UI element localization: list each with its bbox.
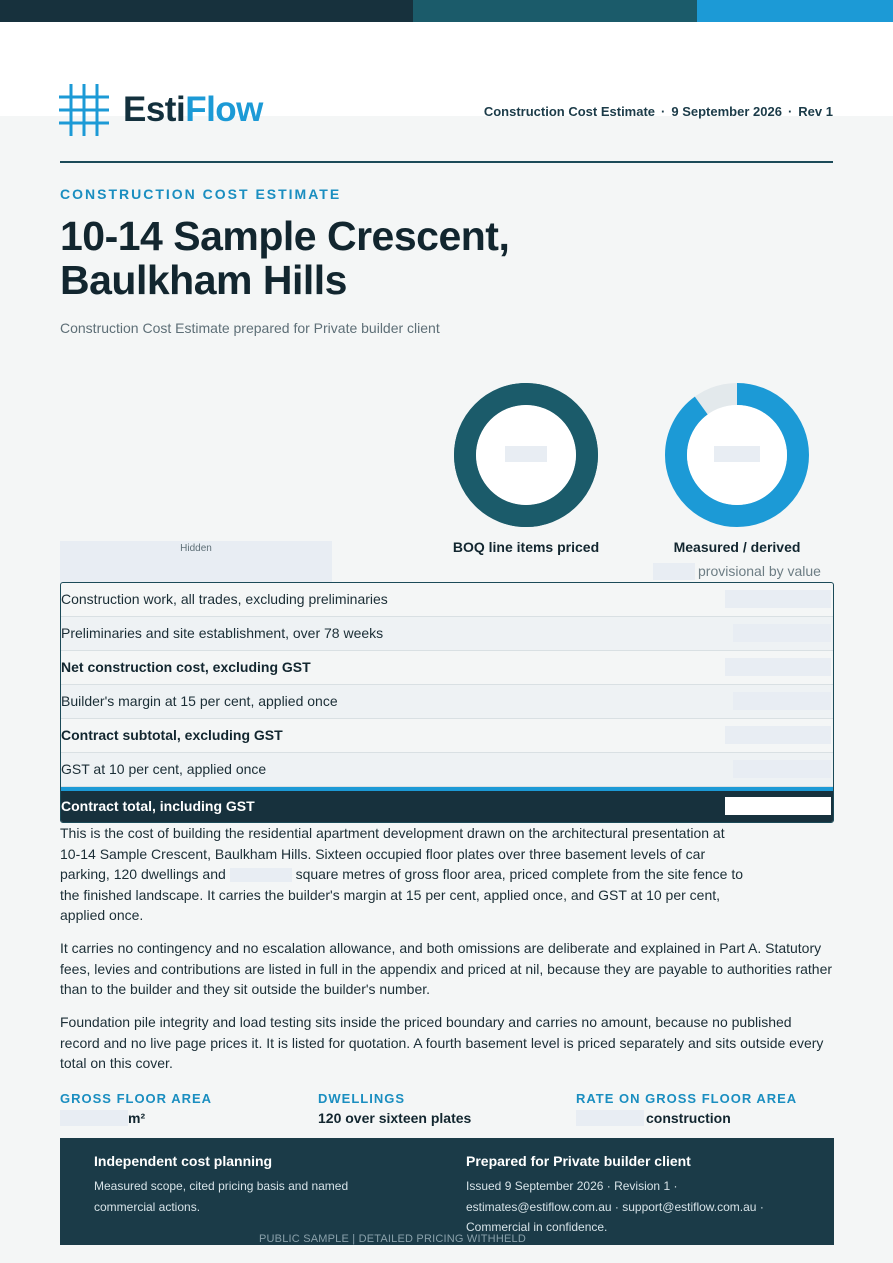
meta-separator: · bbox=[661, 104, 666, 119]
meta-doc-type: Construction Cost Estimate bbox=[483, 104, 656, 119]
row-value-redacted bbox=[725, 658, 831, 676]
text-line: Issued 9 September 2026 · Revision 1 · bbox=[466, 1179, 678, 1193]
row-label: Net construction cost, excluding GST bbox=[61, 659, 311, 675]
total-row bbox=[61, 787, 833, 823]
grid-logo-icon bbox=[59, 84, 109, 136]
text-line: commercial actions. bbox=[94, 1199, 201, 1214]
text-line: the finished landscape. It carries the builder's margin at 15 per cent, applied once, and GST at 10 per cent, bbox=[60, 886, 721, 903]
row-label: Preliminaries and site establishment, over 78 weeks bbox=[61, 625, 384, 641]
donut-label-measured: Measured / derived bbox=[673, 539, 801, 555]
stat-text: construction bbox=[646, 1110, 731, 1126]
donut-value-redacted bbox=[714, 446, 760, 462]
text-line: 10-14 Sample Crescent, Baulkham Hills. Sixteen occupied floor plates over three basement levels of car bbox=[60, 845, 706, 862]
text-line: Commercial in confidence. bbox=[466, 1220, 608, 1234]
logo bbox=[59, 84, 263, 136]
logo-part-2: Flow bbox=[185, 90, 263, 129]
text-line: applied once. bbox=[60, 907, 144, 923]
row-label: Builder's margin at 15 per cent, applied once bbox=[61, 693, 338, 709]
text-fragment: square metres of gross floor area, priced complete from the site fence to bbox=[295, 866, 743, 882]
footer-left-heading: Independent cost planning bbox=[94, 1153, 273, 1169]
header-meta bbox=[484, 104, 833, 119]
hidden-placeholder: Hidden bbox=[60, 541, 332, 583]
top-color-bar bbox=[0, 0, 893, 22]
page-subtitle: Construction Cost Estimate prepared for Private builder client bbox=[60, 320, 440, 336]
page-title: 10-14 Sample Crescent, Baulkham Hills bbox=[60, 213, 510, 303]
provisional-note: provisional by value bbox=[698, 563, 821, 579]
text-line: total on this cover. bbox=[60, 1055, 173, 1071]
row-value-redacted bbox=[733, 760, 831, 778]
stat-unit: m² bbox=[128, 1110, 146, 1126]
stat-value-redacted bbox=[576, 1110, 644, 1126]
provisional-value-redacted bbox=[653, 563, 695, 580]
table-row bbox=[61, 753, 833, 787]
footer-panel bbox=[60, 1138, 834, 1245]
text-line: than to the builder and they sit outside the builder's number. bbox=[60, 981, 431, 997]
row-value-redacted bbox=[733, 692, 831, 710]
footer-left-text bbox=[94, 1176, 348, 1217]
cost-summary-table bbox=[60, 582, 834, 823]
stat-value-redacted bbox=[60, 1110, 128, 1126]
donut-label-boq: BOQ line items priced bbox=[452, 539, 600, 555]
stat-value-dwellings bbox=[318, 1110, 471, 1126]
stat-value-gfa bbox=[60, 1110, 145, 1126]
top-bar-segment-dark bbox=[0, 0, 413, 22]
logo-part-1: Esti bbox=[123, 90, 186, 129]
top-bar-segment-teal bbox=[413, 0, 697, 22]
gfa-value-redacted bbox=[230, 868, 292, 882]
total-label: Contract total, including GST bbox=[61, 798, 255, 814]
watermark: PUBLIC SAMPLE | DETAILED PRICING WITHHELD bbox=[259, 1233, 526, 1245]
table-row bbox=[61, 583, 833, 617]
row-value-redacted bbox=[725, 590, 831, 608]
row-value-redacted bbox=[733, 624, 831, 642]
text-line: record and no live page prices it. It is listed for quotation. A fourth basement level is priced separately and sits outside every bbox=[60, 1034, 824, 1051]
table-row bbox=[61, 617, 833, 651]
text-line: This is the cost of building the residential apartment development drawn on the architectural presentation at bbox=[60, 825, 725, 841]
row-label: Construction work, all trades, excluding preliminaries bbox=[61, 591, 388, 607]
row-label: Contract subtotal, excluding GST bbox=[61, 727, 283, 743]
stat-label-rate: RATE ON GROSS FLOOR AREA bbox=[576, 1091, 798, 1106]
text-line: Foundation pile integrity and load testing sits inside the priced boundary and carries no amount, because no published bbox=[60, 1014, 792, 1030]
text-line: estimates@estiflow.com.au · support@estiflow.com.au · bbox=[466, 1199, 764, 1214]
stat-label-gfa: GROSS FLOOR AREA bbox=[60, 1091, 213, 1106]
footer-right-text bbox=[466, 1176, 764, 1238]
text-fragment: parking, 120 dwellings and bbox=[60, 866, 226, 882]
stat-value-rate bbox=[576, 1110, 731, 1126]
text-line: It carries no contingency and no escalation allowance, and both omissions are deliberate and explained in Part A. Statutory bbox=[60, 940, 822, 956]
stat-label-dwellings: DWELLINGS bbox=[318, 1091, 405, 1106]
table-row bbox=[61, 719, 833, 753]
footer-right-heading: Prepared for Private builder client bbox=[466, 1153, 691, 1169]
paragraph-quotation bbox=[60, 1012, 840, 1074]
donut-value-redacted bbox=[505, 446, 547, 462]
text-line bbox=[60, 864, 760, 885]
header-divider bbox=[60, 161, 833, 163]
row-label: GST at 10 per cent, applied once bbox=[61, 761, 267, 777]
paragraph-exclusions bbox=[60, 938, 840, 1000]
logo-wordmark bbox=[123, 84, 263, 136]
meta-date: 9 September 2026 bbox=[671, 104, 782, 119]
stat-text: 120 over sixteen plates bbox=[318, 1110, 472, 1126]
eyebrow: CONSTRUCTION COST ESTIMATE bbox=[60, 186, 342, 202]
row-value-redacted bbox=[725, 726, 831, 744]
table-row bbox=[61, 651, 833, 685]
meta-separator: · bbox=[787, 104, 793, 119]
text-line: Measured scope, cited pricing basis and named bbox=[94, 1179, 349, 1193]
table-row bbox=[61, 685, 833, 719]
meta-revision: Rev 1 bbox=[798, 104, 833, 119]
top-bar-segment-blue bbox=[697, 0, 893, 22]
total-value-redacted bbox=[725, 797, 831, 815]
text-line: fees, levies and contributions are listed in full in the appendix and priced at nil, because they are payable to authorities rather bbox=[60, 960, 833, 977]
paragraph-scope bbox=[60, 823, 760, 926]
